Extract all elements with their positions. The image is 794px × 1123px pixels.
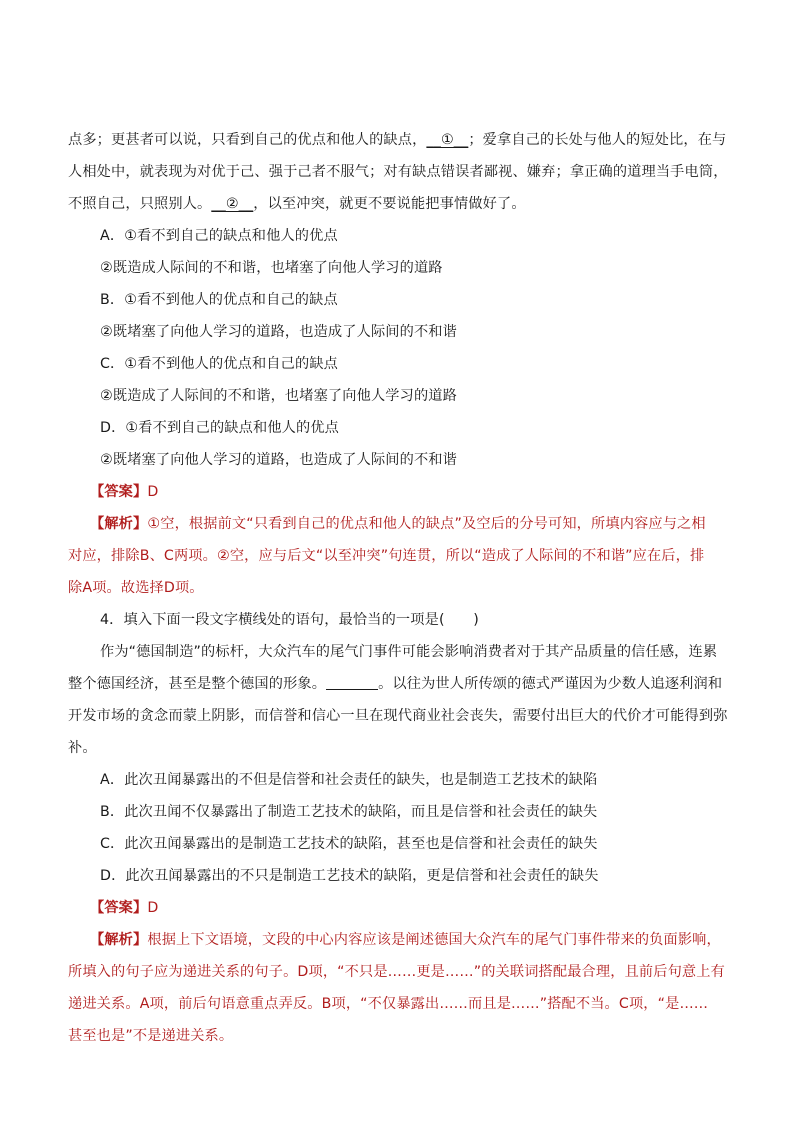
text: 。以往为世人所传颂的德式严谨因为少数人追逐利润和	[378, 676, 723, 692]
answer-blank	[326, 675, 378, 690]
passage-line-3	[68, 194, 738, 214]
q3-option-b2: ②既堵塞了向他人学习的道路，也造成了人际间的不和谐	[100, 324, 457, 340]
q3-option-b1: B．①看不到他人的优点和自己的缺点	[100, 292, 338, 308]
analysis-3-line-1	[90, 514, 760, 534]
q4-option-c: C．此次丑闻暴露出的是制造工艺技术的缺陷，甚至也是信誉和社会责任的缺失	[100, 836, 598, 852]
q3-option-a1: A．①看不到自己的缺点和他人的优点	[100, 228, 338, 244]
text: ，以至冲突，就更不要说能把事情做好了。	[253, 196, 526, 212]
q4-option-a: A．此次丑闻暴露出的不但是信誉和社会责任的缺失，也是制造工艺技术的缺陷	[100, 772, 598, 788]
analysis-4-line-1	[90, 930, 760, 950]
analysis-tag: 【解析】	[90, 516, 148, 532]
q3-option-c2: ②既造成了人际间的不和谐，也堵塞了向他人学习的道路	[100, 388, 457, 404]
q4-passage-line-3: 开发市场的贪念而蒙上阴影，而信誉和信心一旦在现代商业社会丧失，需要付出巨大的代价才可能得到弥	[68, 708, 728, 724]
passage-line-2: 人相处中，就表现为对优于己、强于己者不服气；对有缺点错误者鄙视、嫌弃；拿正确的道理当手电筒，	[68, 164, 728, 180]
q4-passage-line-2	[68, 674, 738, 694]
answer-tag: 【答案】	[90, 484, 148, 500]
blank-2: __②__	[211, 196, 254, 212]
analysis-3-line-3: 除A项。故选择D项。	[68, 580, 204, 596]
q3-option-a2: ②既造成人际间的不和谐，也堵塞了向他人学习的道路	[100, 260, 443, 276]
answer-value: D	[147, 484, 159, 500]
question-4-stem: 4．填入下面一段文字横线处的语句，最恰当的一项是( )	[100, 612, 479, 628]
passage-line-1	[68, 130, 738, 150]
blank-1: __①__	[426, 132, 469, 148]
q4-option-d: D．此次丑闻暴露出的不只是制造工艺技术的缺陷，更是信誉和社会责任的缺失	[100, 868, 599, 884]
q3-option-c1: C．①看不到他人的优点和自己的缺点	[100, 356, 338, 372]
answer-4	[90, 898, 760, 918]
q4-passage-line-1: 作为“德国制造”的标杆，大众汽车的尾气门事件可能会影响消费者对于其产品质量的信任感，连累	[100, 644, 718, 660]
text: ；爱拿自己的长处与他人的短处比，在与	[468, 132, 727, 148]
analysis-tag: 【解析】	[90, 932, 148, 948]
answer-value: D	[147, 900, 159, 916]
answer-3	[90, 482, 760, 502]
analysis-4-line-4: 甚至也是”不是递进关系。	[68, 1028, 234, 1044]
analysis-4-line-3: 递进关系。A项，前后句语意重点弄反。B项，“不仅暴露出……而且是……”搭配不当。C项，“是……	[68, 996, 709, 1012]
q3-option-d2: ②既堵塞了向他人学习的道路，也造成了人际间的不和谐	[100, 452, 457, 468]
text: ①空，根据前文“只看到自己的优点和他人的缺点”及空后的分号可知，所填内容应与之相	[147, 516, 706, 532]
text: 点多；更甚者可以说，只看到自己的优点和他人的缺点，	[68, 132, 427, 148]
answer-tag: 【答案】	[90, 900, 148, 916]
analysis-4-line-2: 所填入的句子应为递进关系的句子。D项，“不只是……更是……”的关联词搭配最合理，且前后句意上有	[68, 964, 725, 980]
text: 不照自己，只照别人。	[68, 196, 212, 212]
q4-passage-line-4: 补。	[68, 740, 97, 756]
q3-option-d1: D．①看不到自己的缺点和他人的优点	[100, 420, 340, 436]
text: 根据上下文语境，文段的中心内容应该是阐述德国大众汽车的尾气门事件带来的负面影响，	[147, 932, 721, 948]
analysis-3-line-2: 对应，排除B、C两项。②空，应与后文“以至冲突”句连贯，所以“造成了人际间的不和谐”应在后，排	[68, 548, 705, 564]
text: 整个德国经济，甚至是整个德国的形象。	[68, 676, 327, 692]
q4-option-b: B．此次丑闻不仅暴露出了制造工艺技术的缺陷，而且是信誉和社会责任的缺失	[100, 804, 598, 820]
